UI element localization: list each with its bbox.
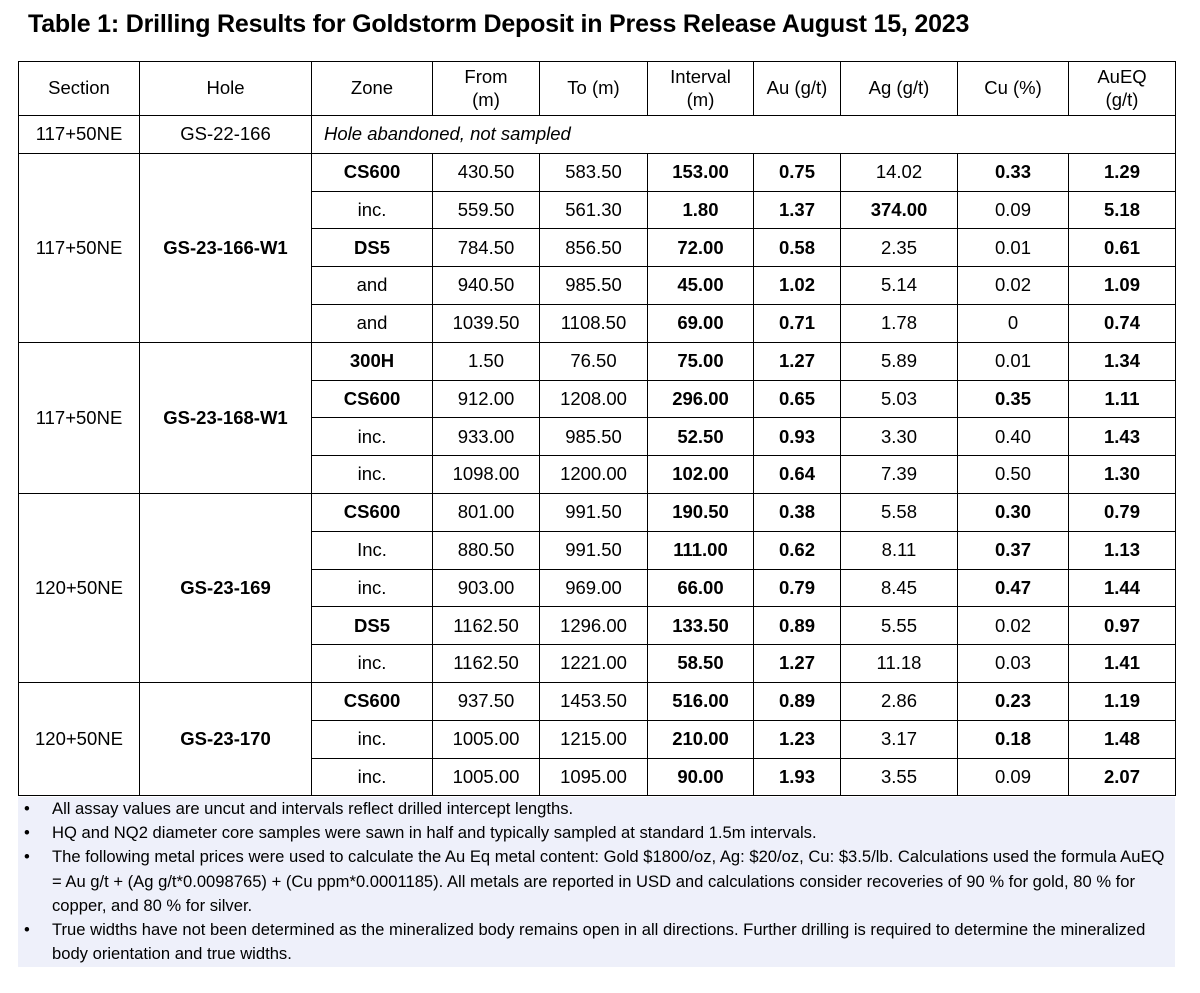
table-row <box>19 682 1176 720</box>
au-cell: 0.93 <box>754 418 841 456</box>
cu-cell: 0 <box>958 304 1069 342</box>
cu-cell: 0.03 <box>958 645 1069 683</box>
from-cell: 1098.00 <box>433 456 540 494</box>
aueq-cell: 1.34 <box>1069 342 1176 380</box>
cu-cell: 0.33 <box>958 153 1069 191</box>
bullet-icon: • <box>24 920 30 940</box>
interval-cell: 72.00 <box>648 229 754 267</box>
interval-cell: 210.00 <box>648 720 754 758</box>
section-cell: 117+50NE <box>19 342 140 493</box>
au-cell: 1.27 <box>754 645 841 683</box>
aueq-cell: 1.43 <box>1069 418 1176 456</box>
aueq-cell: 0.61 <box>1069 229 1176 267</box>
interval-cell: 190.50 <box>648 493 754 531</box>
from-cell: 880.50 <box>433 531 540 569</box>
zone-cell: inc. <box>312 720 433 758</box>
interval-cell: 75.00 <box>648 342 754 380</box>
header-hole: Hole <box>140 62 312 116</box>
zone-cell: Inc. <box>312 531 433 569</box>
interval-cell: 516.00 <box>648 682 754 720</box>
to-cell: 1200.00 <box>540 456 648 494</box>
section-cell: 117+50NE <box>19 153 140 342</box>
footnote-text: True widths have not been determined as the mineralized body remains open in all directions. Further drilling is required to determine the mineralized body orientation and true widths. <box>52 920 1146 964</box>
hole-cell: GS-23-169 <box>140 493 312 682</box>
aueq-cell: 0.97 <box>1069 607 1176 645</box>
footnote-item <box>18 821 1175 845</box>
au-cell: 1.02 <box>754 267 841 305</box>
table-row <box>19 153 1176 191</box>
to-cell: 583.50 <box>540 153 648 191</box>
aueq-cell: 1.11 <box>1069 380 1176 418</box>
cu-cell: 0.40 <box>958 418 1069 456</box>
cu-cell: 0.02 <box>958 267 1069 305</box>
drilling-results-table <box>18 61 1176 796</box>
from-cell: 933.00 <box>433 418 540 456</box>
au-cell: 0.89 <box>754 682 841 720</box>
header-cu: Cu (%) <box>958 62 1069 116</box>
cu-cell: 0.47 <box>958 569 1069 607</box>
zone-cell: CS600 <box>312 493 433 531</box>
aueq-cell: 0.74 <box>1069 304 1176 342</box>
ag-cell: 3.30 <box>841 418 958 456</box>
header-interval: Interval (m) <box>648 62 754 116</box>
aueq-cell: 2.07 <box>1069 758 1176 796</box>
au-cell: 0.65 <box>754 380 841 418</box>
to-cell: 561.30 <box>540 191 648 229</box>
au-cell: 1.27 <box>754 342 841 380</box>
au-cell: 0.64 <box>754 456 841 494</box>
header-ag: Ag (g/t) <box>841 62 958 116</box>
zone-cell: 300H <box>312 342 433 380</box>
cu-cell: 0.02 <box>958 607 1069 645</box>
bullet-icon: • <box>24 823 30 843</box>
to-cell: 1453.50 <box>540 682 648 720</box>
to-cell: 1208.00 <box>540 380 648 418</box>
ag-cell: 8.45 <box>841 569 958 607</box>
aueq-cell: 0.79 <box>1069 493 1176 531</box>
header-to: To (m) <box>540 62 648 116</box>
table-row-abandoned <box>19 116 1176 154</box>
hole-cell: GS-22-166 <box>140 116 312 154</box>
ag-cell: 11.18 <box>841 645 958 683</box>
table-row <box>19 342 1176 380</box>
zone-cell: and <box>312 304 433 342</box>
from-cell: 912.00 <box>433 380 540 418</box>
cu-cell: 0.01 <box>958 342 1069 380</box>
zone-cell: inc. <box>312 569 433 607</box>
from-cell: 559.50 <box>433 191 540 229</box>
au-cell: 0.38 <box>754 493 841 531</box>
from-cell: 430.50 <box>433 153 540 191</box>
cu-cell: 0.37 <box>958 531 1069 569</box>
header-zone: Zone <box>312 62 433 116</box>
interval-cell: 66.00 <box>648 569 754 607</box>
interval-cell: 90.00 <box>648 758 754 796</box>
header-section: Section <box>19 62 140 116</box>
au-cell: 0.58 <box>754 229 841 267</box>
to-cell: 991.50 <box>540 531 648 569</box>
header-row <box>19 62 1176 116</box>
au-cell: 1.93 <box>754 758 841 796</box>
to-cell: 985.50 <box>540 418 648 456</box>
ag-cell: 8.11 <box>841 531 958 569</box>
interval-cell: 111.00 <box>648 531 754 569</box>
footnote-text: All assay values are uncut and intervals reflect drilled intercept lengths. <box>52 799 574 818</box>
au-cell: 0.71 <box>754 304 841 342</box>
au-cell: 0.62 <box>754 531 841 569</box>
interval-cell: 45.00 <box>648 267 754 305</box>
ag-cell: 14.02 <box>841 153 958 191</box>
aueq-cell: 1.29 <box>1069 153 1176 191</box>
from-cell: 1.50 <box>433 342 540 380</box>
cu-cell: 0.09 <box>958 191 1069 229</box>
cu-cell: 0.35 <box>958 380 1069 418</box>
from-cell: 903.00 <box>433 569 540 607</box>
footnote-text: HQ and NQ2 diameter core samples were sawn in half and typically sampled at standard 1.5m intervals. <box>52 823 817 843</box>
aueq-cell: 1.44 <box>1069 569 1176 607</box>
to-cell: 1095.00 <box>540 758 648 796</box>
header-from: From (m) <box>433 62 540 116</box>
zone-cell: inc. <box>312 758 433 796</box>
zone-cell: inc. <box>312 418 433 456</box>
cu-cell: 0.09 <box>958 758 1069 796</box>
ag-cell: 5.58 <box>841 493 958 531</box>
cu-cell: 0.18 <box>958 720 1069 758</box>
zone-cell: CS600 <box>312 153 433 191</box>
ag-cell: 5.03 <box>841 380 958 418</box>
ag-cell: 3.55 <box>841 758 958 796</box>
zone-cell: inc. <box>312 456 433 494</box>
zone-cell: DS5 <box>312 229 433 267</box>
ag-cell: 2.86 <box>841 682 958 720</box>
interval-cell: 52.50 <box>648 418 754 456</box>
ag-cell: 5.55 <box>841 607 958 645</box>
hole-cell: GS-23-166-W1 <box>140 153 312 342</box>
zone-cell: and <box>312 267 433 305</box>
ag-cell: 5.14 <box>841 267 958 305</box>
aueq-cell: 5.18 <box>1069 191 1176 229</box>
ag-cell: 3.17 <box>841 720 958 758</box>
zone-cell: inc. <box>312 645 433 683</box>
from-cell: 1162.50 <box>433 645 540 683</box>
aueq-cell: 1.09 <box>1069 267 1176 305</box>
footnote-item <box>18 918 1175 966</box>
interval-cell: 153.00 <box>648 153 754 191</box>
to-cell: 856.50 <box>540 229 648 267</box>
footnote-item <box>18 845 1175 918</box>
interval-cell: 296.00 <box>648 380 754 418</box>
page-title: Table 1: Drilling Results for Goldstorm Deposit in Press Release August 15, 2023 <box>28 10 970 38</box>
au-cell: 0.89 <box>754 607 841 645</box>
ag-cell: 1.78 <box>841 304 958 342</box>
header-aueq: AuEQ (g/t) <box>1069 62 1176 116</box>
au-cell: 0.75 <box>754 153 841 191</box>
ag-cell: 5.89 <box>841 342 958 380</box>
from-cell: 1005.00 <box>433 720 540 758</box>
footnote-text: The following metal prices were used to calculate the Au Eq metal content: Gold $1800/oz, Ag: $20/oz, Cu: $3.5/lb. Calculations used the formula AuEQ = Au g/t + (Ag g/t*0.0098765) + (Cu ppm*0.0001185). All metals are reported in USD and calculations consider recoveries of 90 % for gold, 80 % for copper, and 80 % for silver. <box>52 847 1165 915</box>
zone-cell: CS600 <box>312 682 433 720</box>
cu-cell: 0.01 <box>958 229 1069 267</box>
section-cell: 117+50NE <box>19 116 140 154</box>
to-cell: 991.50 <box>540 493 648 531</box>
au-cell: 1.23 <box>754 720 841 758</box>
to-cell: 1108.50 <box>540 304 648 342</box>
interval-cell: 133.50 <box>648 607 754 645</box>
from-cell: 1162.50 <box>433 607 540 645</box>
footnotes <box>18 797 1175 967</box>
zone-cell: CS600 <box>312 380 433 418</box>
ag-cell: 2.35 <box>841 229 958 267</box>
cu-cell: 0.50 <box>958 456 1069 494</box>
aueq-cell: 1.13 <box>1069 531 1176 569</box>
cu-cell: 0.23 <box>958 682 1069 720</box>
from-cell: 937.50 <box>433 682 540 720</box>
aueq-cell: 1.41 <box>1069 645 1176 683</box>
aueq-cell: 1.19 <box>1069 682 1176 720</box>
interval-cell: 102.00 <box>648 456 754 494</box>
hole-cell: GS-23-168-W1 <box>140 342 312 493</box>
to-cell: 1296.00 <box>540 607 648 645</box>
to-cell: 76.50 <box>540 342 648 380</box>
to-cell: 1215.00 <box>540 720 648 758</box>
to-cell: 985.50 <box>540 267 648 305</box>
au-cell: 1.37 <box>754 191 841 229</box>
to-cell: 1221.00 <box>540 645 648 683</box>
zone-cell: inc. <box>312 191 433 229</box>
table-row <box>19 493 1176 531</box>
from-cell: 940.50 <box>433 267 540 305</box>
to-cell: 969.00 <box>540 569 648 607</box>
interval-cell: 69.00 <box>648 304 754 342</box>
aueq-cell: 1.48 <box>1069 720 1176 758</box>
hole-cell: GS-23-170 <box>140 682 312 795</box>
aueq-cell: 1.30 <box>1069 456 1176 494</box>
bullet-icon: • <box>24 847 30 867</box>
ag-cell: 7.39 <box>841 456 958 494</box>
bullet-icon: • <box>24 799 30 818</box>
from-cell: 784.50 <box>433 229 540 267</box>
ag-cell: 374.00 <box>841 191 958 229</box>
au-cell: 0.79 <box>754 569 841 607</box>
zone-cell: DS5 <box>312 607 433 645</box>
from-cell: 1005.00 <box>433 758 540 796</box>
header-au: Au (g/t) <box>754 62 841 116</box>
section-cell: 120+50NE <box>19 682 140 795</box>
section-cell: 120+50NE <box>19 493 140 682</box>
interval-cell: 58.50 <box>648 645 754 683</box>
cu-cell: 0.30 <box>958 493 1069 531</box>
interval-cell: 1.80 <box>648 191 754 229</box>
abandoned-note: Hole abandoned, not sampled <box>312 116 1176 154</box>
footnote-item <box>18 797 1175 821</box>
from-cell: 801.00 <box>433 493 540 531</box>
from-cell: 1039.50 <box>433 304 540 342</box>
